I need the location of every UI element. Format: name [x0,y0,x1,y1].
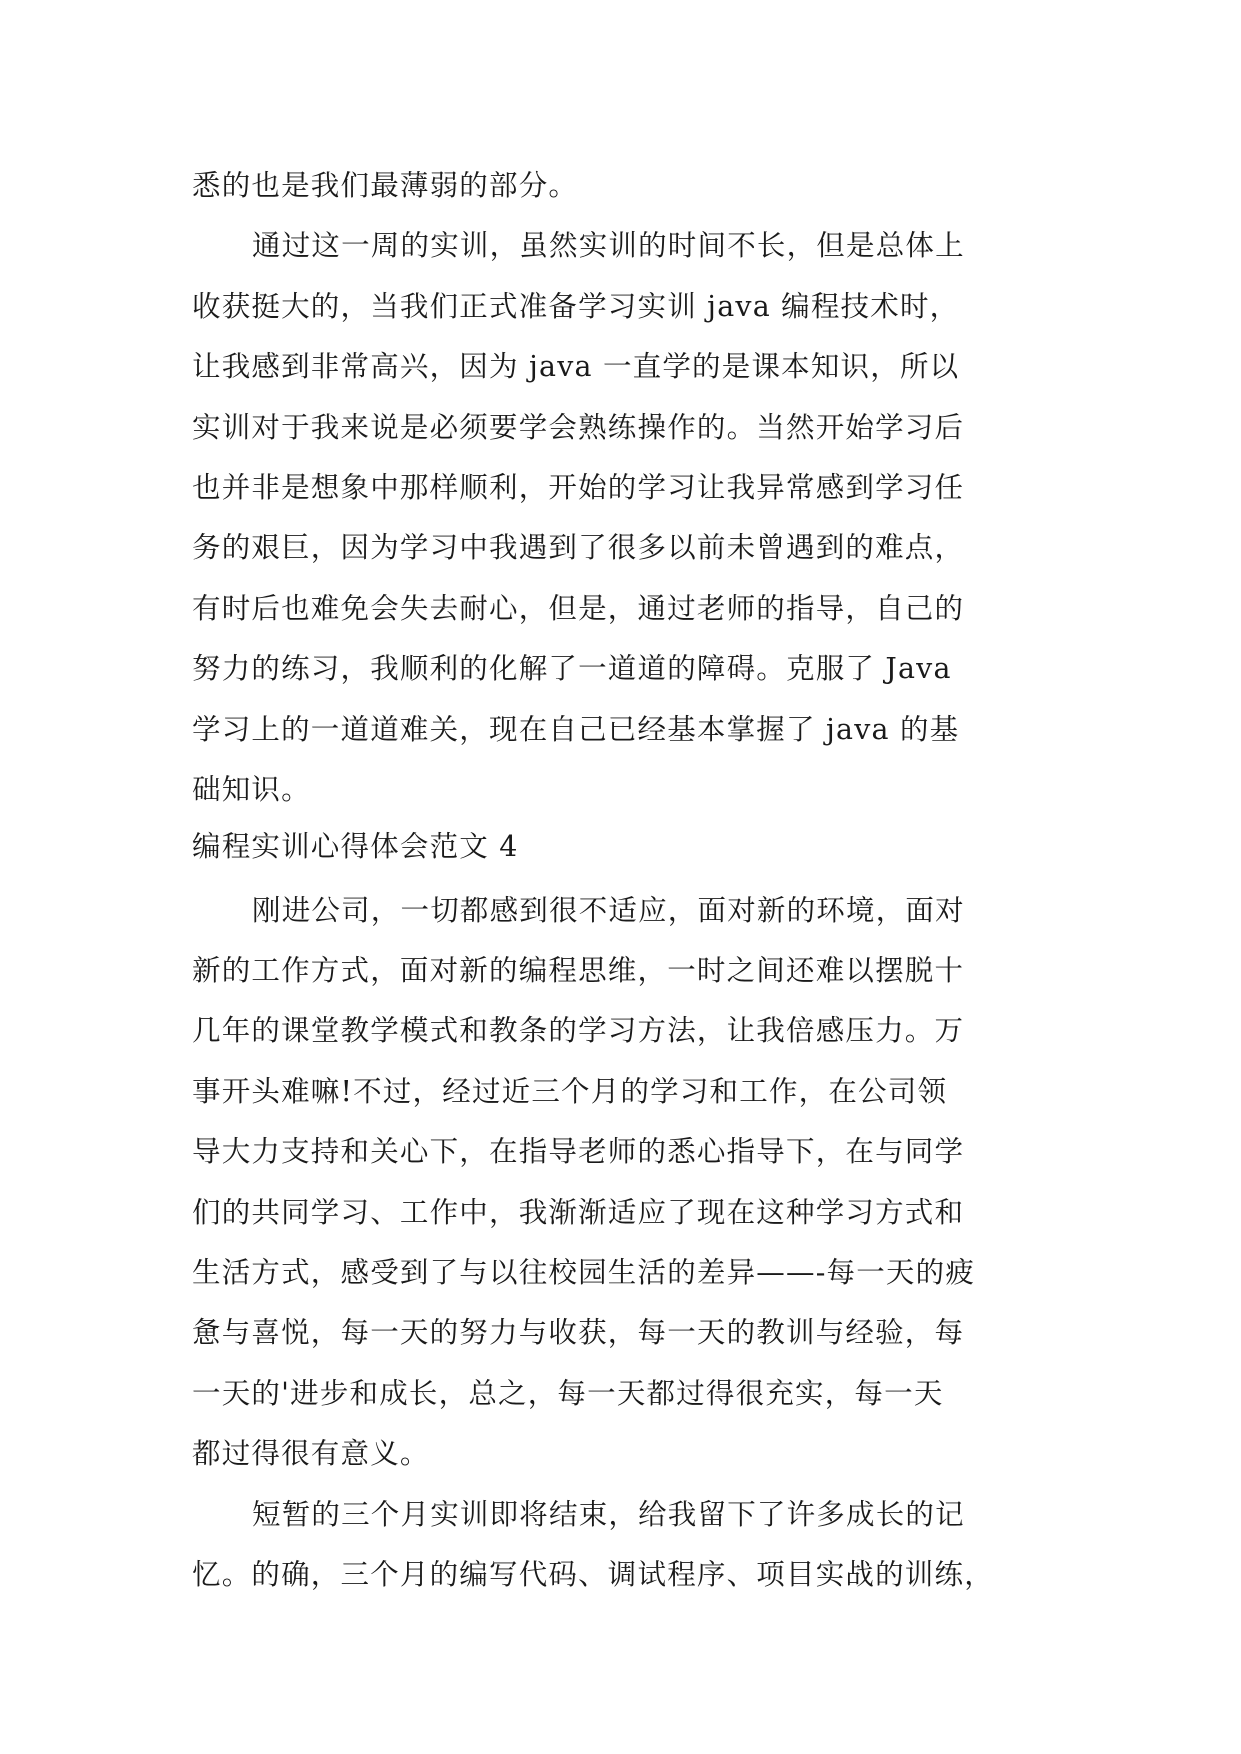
text-line: 让我感到非常高兴，因为 java 一直学的是课本知识，所以 [192,350,960,384]
text-line: 础知识。 [192,772,311,806]
text-line: 生活方式，感受到了与以往校园生活的差异——-每一天的疲 [192,1256,976,1290]
paragraph [192,156,1052,216]
section-heading [192,820,1052,880]
text-line: 导大力支持和关心下，在指导老师的悉心指导下，在与同学 [192,1135,965,1169]
text-line: 有时后也难免会失去耐心，但是，通过老师的指导，自己的 [192,591,965,625]
paragraph [192,1485,1052,1606]
paragraph [192,881,1052,1485]
text-line: 们的共同学习、工作中，我渐渐适应了现在这种学习方式和 [192,1195,965,1229]
text-line: 务的艰巨，因为学习中我遇到了很多以前未曾遇到的难点， [192,531,965,565]
text-line: 几年的课堂教学模式和教条的学习方法，让我倍感压力。万 [192,1014,965,1048]
text-line: 实训对于我来说是必须要学会熟练操作的。当然开始学习后 [192,410,965,444]
text-line: 也并非是想象中那样顺利，开始的学习让我异常感到学习任 [192,470,965,504]
paragraph [192,216,1052,820]
heading-text: 编程实训心得体会范文 4 [192,830,519,864]
text-line: 都过得很有意义。 [192,1437,430,1471]
text-line: 刚进公司，一切都感到很不适应，面对新的环境，面对 [252,893,965,927]
text-line: 一天的'进步和成长，总之，每一天都过得很充实，每一天 [192,1376,944,1410]
text-line: 努力的练习，我顺利的化解了一道道的障碍。克服了 Java [192,652,952,686]
text-line: 忆。的确，三个月的编写代码、调试程序、项目实战的训练， [192,1557,994,1591]
text-line: 悉的也是我们最薄弱的部分。 [192,169,579,202]
document-body [192,156,1052,1605]
text-line: 短暂的三个月实训即将结束，给我留下了许多成长的记 [252,1497,965,1531]
text-line: 事开头难嘛!不过，经过近三个月的学习和工作，在公司领 [192,1074,948,1108]
text-line: 学习上的一道道难关，现在自己已经基本掌握了 java 的基 [192,712,960,746]
text-line: 收获挺大的，当我们正式准备学习实训 java 编程技术时， [192,289,960,323]
text-line: 惫与喜悦，每一天的努力与收获，每一天的教训与经验，每 [192,1316,965,1350]
text-line: 通过这一周的实训，虽然实训的时间不长，但是总体上 [252,229,965,263]
text-line: 新的工作方式，面对新的编程思维，一时之间还难以摆脱十 [192,954,965,988]
